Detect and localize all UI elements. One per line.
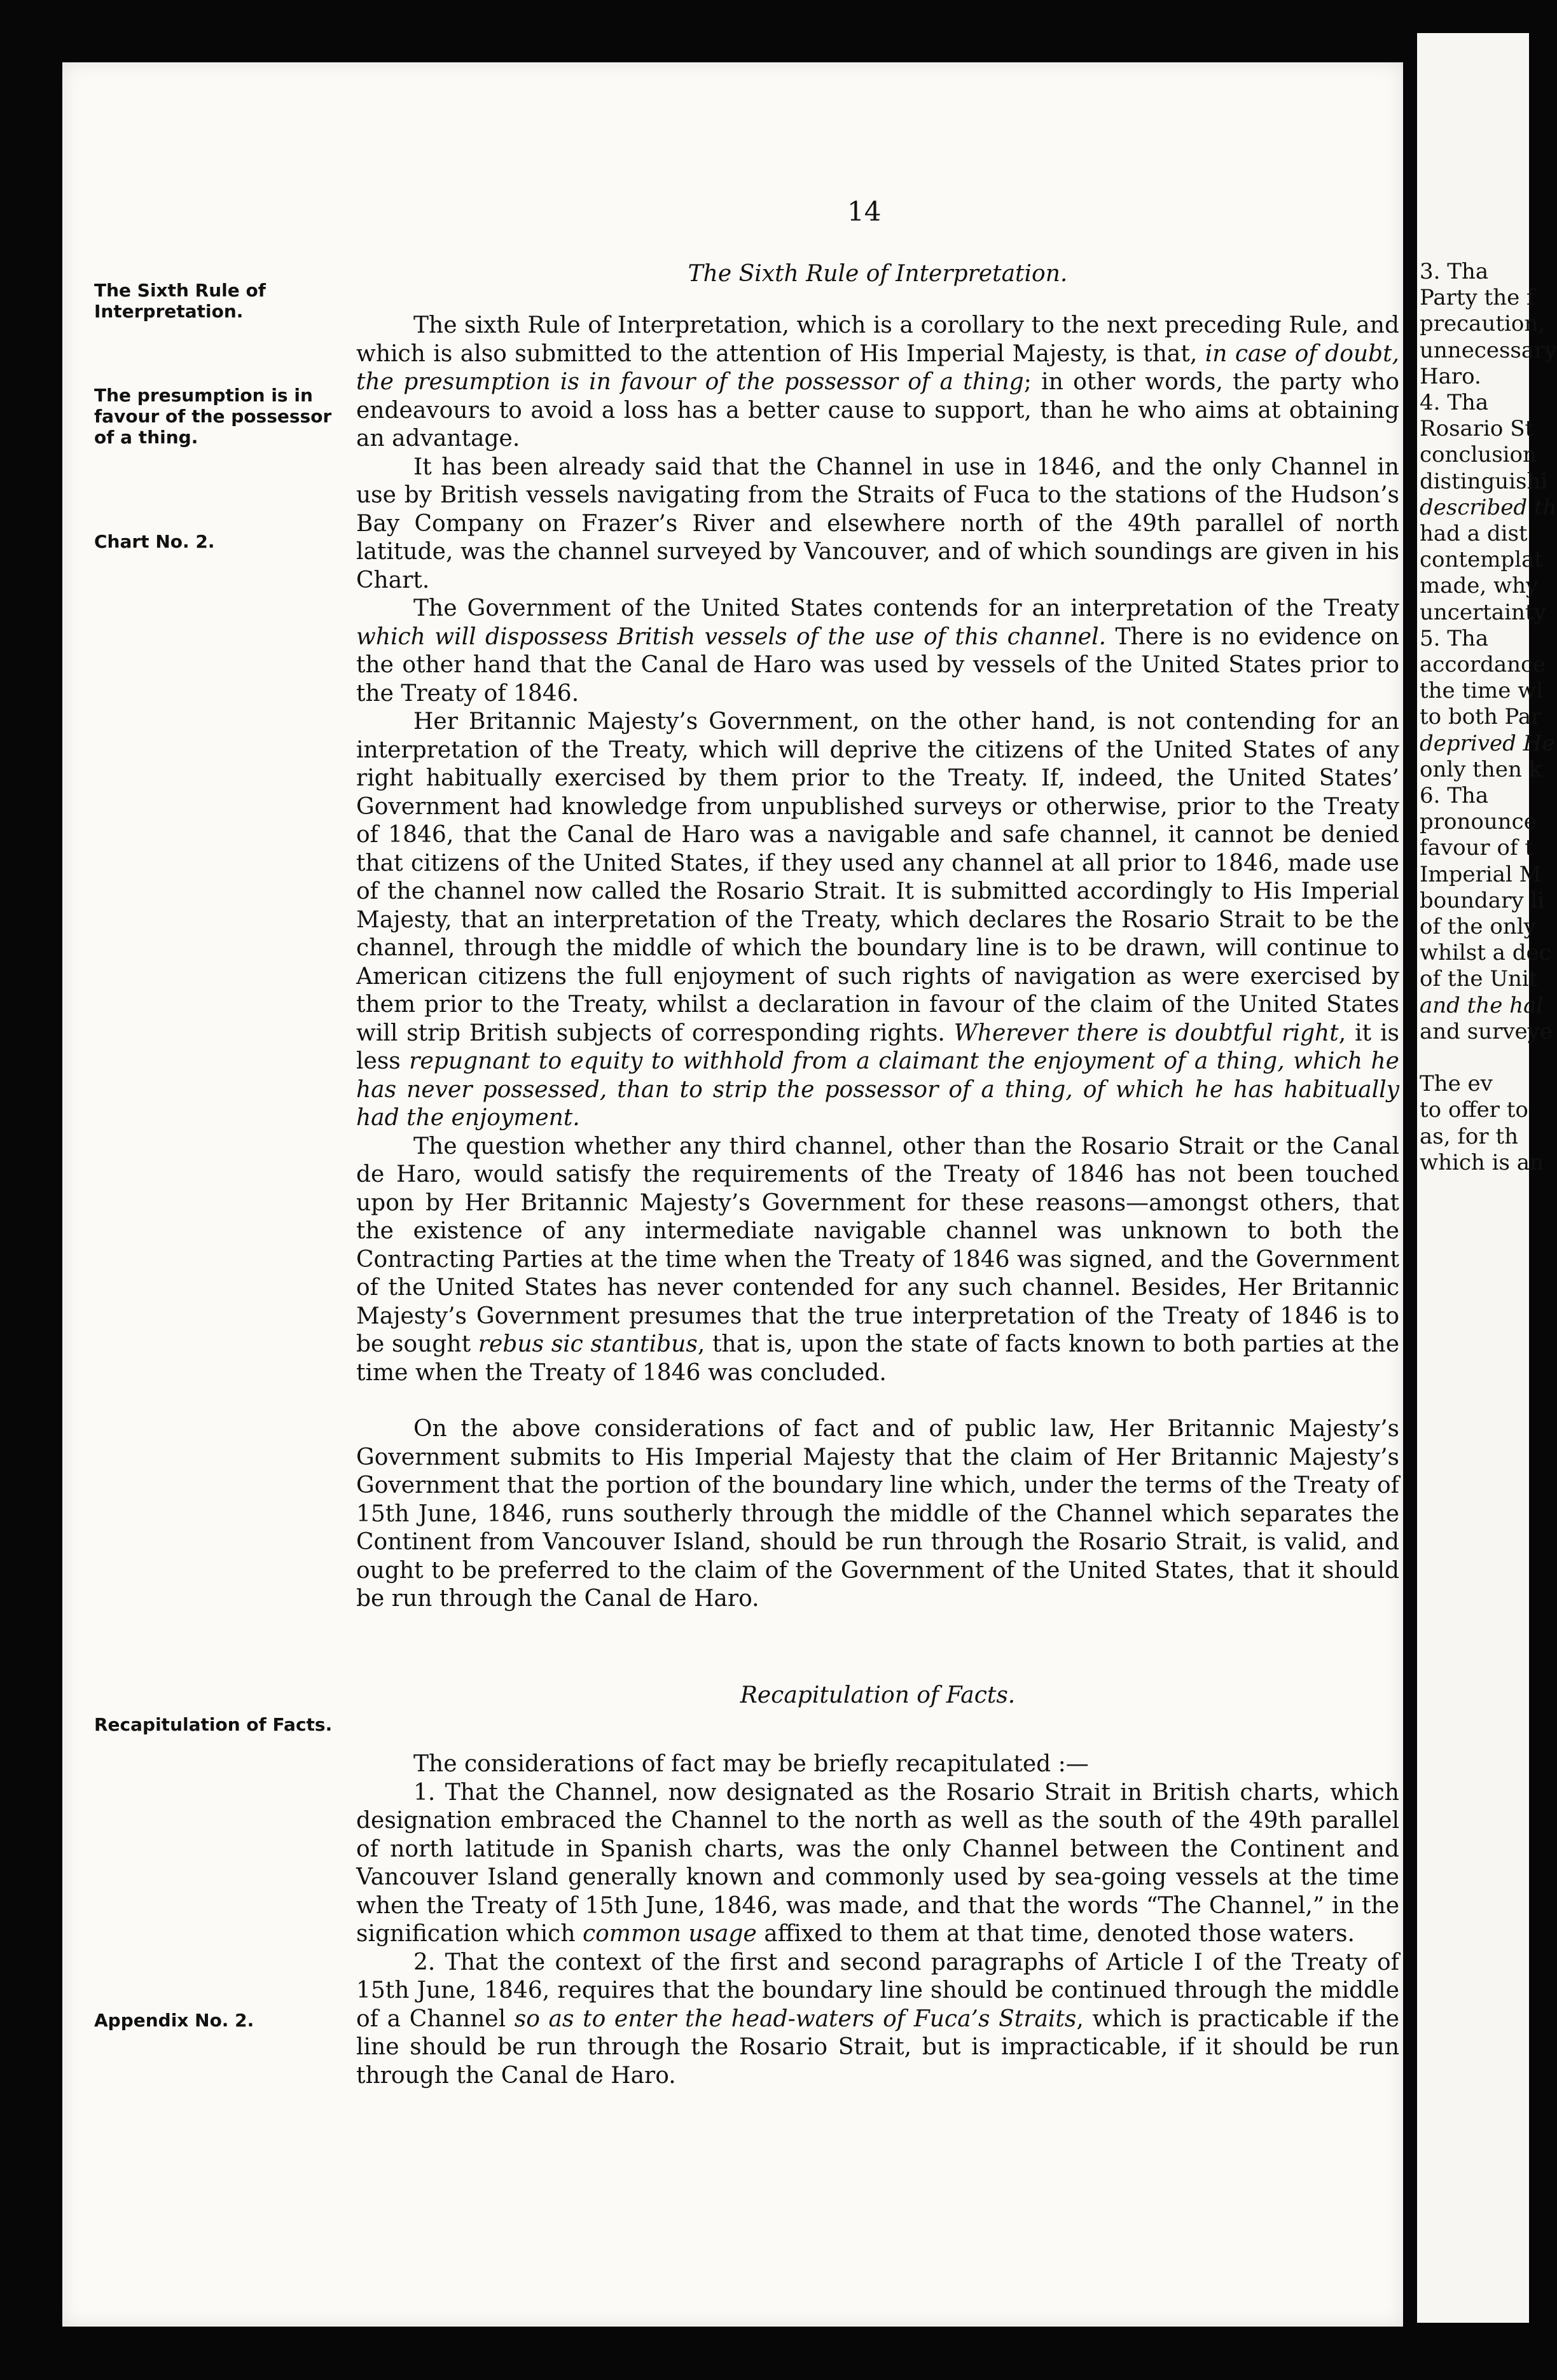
facing-line: had a dist	[1420, 521, 1528, 547]
facing-line: contemplat	[1420, 547, 1544, 573]
facing-line: of the Unit	[1420, 966, 1538, 992]
paragraph: The Government of the United States contends for an interpretation of the Treaty which will dispossess British vessels of the use of this channel. There is no evidence on the other hand that the Canal de Haro was used by vessels of the United States prior to the Treaty of 1846.	[356, 595, 1399, 707]
facing-line: Haro.	[1420, 363, 1481, 389]
facing-line: and the hal	[1420, 992, 1544, 1018]
facing-line: 5. Tha	[1420, 625, 1489, 651]
sidenote-appendix: Appendix No. 2.	[94, 2010, 254, 2031]
section-body-recapitulation	[356, 1750, 1399, 2090]
page-number: 14	[847, 196, 882, 227]
facing-line: of the only	[1420, 914, 1536, 940]
paragraph: On the above considerations of fact and of public law, Her Britannic Majesty’s Government submits to His Imperial Majesty that the claim of Her Britannic Majesty’s Government that the portion of the boundary line which, under the terms of the Treaty of 15th June, 1846, runs southerly through the middle of the Channel which separates the Continent from Vancouver Island, should be run through the Rosario Strait, is valid, and ought to be preferred to the claim of the Government of the United States, that it should be run through the Canal de Haro.	[356, 1416, 1399, 1612]
facing-line: pronounce	[1420, 809, 1537, 835]
paragraph: The question whether any third channel, other than the Rosario Strait or the Canal de Haro, would satisfy the requirements of the Treaty of 1846 has not been touched upon by Her Britannic Majesty’s Government for these reasons—amongst others, that the existence of any intermediate navigable channel was unknown to both the Contracting Parties at the time when the Treaty of 1846 was signed, and the Government of the United States has never contended for any such channel. Besides, Her Britannic Majesty’s Government presumes that the true interpretation of the Treaty of 1846 is to be sought rebus sic stantibus, that is, upon the state of facts known to both parties at the time when the Treaty of 1846 was concluded.	[356, 1133, 1399, 1386]
facing-line: Party the f	[1420, 285, 1535, 311]
paragraph: It has been already said that the Channel in use in 1846, and the only Channel in use by British vessels navigating from the Straits of Fuca to the stations of the Hudson’s Bay Company on Frazer’s River and elsewhere north of the 49th parallel of north latitude, was the channel surveyed by Vancouver, and of which soundings are given in his Chart.	[356, 453, 1399, 593]
facing-line: made, why	[1420, 573, 1539, 599]
facing-line: whilst a dec	[1420, 940, 1551, 966]
facing-line: boundary li	[1420, 887, 1545, 913]
facing-line: conclusion	[1420, 442, 1537, 468]
section-heading-recapitulation: Recapitulation of Facts.	[740, 1682, 1016, 1708]
facing-line: The ev	[1420, 1071, 1493, 1097]
section-heading-sixth-rule: The Sixth Rule of Interpretation.	[688, 261, 1068, 287]
sidenote-presumption: The presumption is in favour of the possessor of a thing.	[94, 385, 332, 448]
facing-line: unnecessary	[1420, 337, 1557, 363]
facing-line: which is an	[1420, 1149, 1544, 1175]
list-item: 2. That the context of the first and second paragraphs of Article I of the Treaty of 15th June, 1846, requires that the boundary line should be continued through the middle of a Channel so as to enter the head-waters of Fuca’s Straits, which is practicable if the line should be run through the Rosario Strait, but is impracticable, if it should be run through the Canal de Haro.	[356, 1949, 1399, 2089]
facing-line: 3. Tha	[1420, 259, 1489, 284]
section-body-sixth-rule	[356, 312, 1399, 1614]
facing-line: Imperial M	[1420, 861, 1542, 887]
facing-line: distinguishi	[1420, 468, 1548, 494]
facing-line: Rosario St	[1420, 416, 1534, 442]
sidenote-recapitulation: Recapitulation of Facts.	[94, 1714, 333, 1735]
sidenote-chart: Chart No. 2.	[94, 531, 215, 552]
sidenote-sixth-rule: The Sixth Rule of Interpretation.	[94, 280, 266, 322]
facing-line: favour of t	[1420, 835, 1534, 861]
paragraph: The considerations of fact may be briefly recapitulated :—	[413, 1751, 1089, 1777]
list-item: 1. That the Channel, now designated as the Rosario Strait in British charts, which designation embraced the Channel to the north as well as the south of the 49th parallel of north latitude in Spanish charts, was the only Channel between the Continent and Vancouver Island generally known and commonly used by sea-going vessels at the time when the Treaty of 15th June, 1846, was made, and that the words “The Channel,” in the signification which common usage affixed to them at that time, denoted those waters.	[356, 1779, 1399, 1947]
facing-line: and surveye	[1420, 1018, 1553, 1044]
facing-line: deprived He	[1420, 730, 1555, 756]
facing-line: uncertainty	[1420, 599, 1546, 625]
paragraph: Her Britannic Majesty’s Government, on the other hand, is not contending for an interpretation of the Treaty, which will deprive the citizens of the United States of any right habitually exercised by them prior to the Treaty. If, indeed, the United States’ Government had knowledge from unpublished surveys or otherwise, prior to the Treaty of 1846, that the Canal de Haro was a navigable and safe channel, it cannot be denied that citizens of the United States, if they used any channel at all prior to 1846, made use of the channel now called the Rosario Strait. It is submitted accordingly to His Imperial Majesty, that an interpretation of the Treaty, which declares the Rosario Strait to be the channel, through the middle of which the boundary line is to be drawn, will continue to American citizens the full enjoyment of such rights of navigation as were exercised by them prior to the Treaty, whilst a declaration in favour of the claim of the United States will strip British subjects of corresponding rights. Wherever there is doubtful right, it is less repugnant to equity to withhold from a claimant the enjoyment of a thing, which he has never possessed, than to strip the possessor of a thing, of which he has habitually had the enjoyment.	[356, 709, 1399, 1131]
facing-page-fragment	[1417, 33, 1557, 2323]
facing-line: 4. Tha	[1420, 390, 1489, 416]
facing-line: only then k	[1420, 756, 1542, 782]
facing-line: as, for th	[1420, 1123, 1519, 1149]
facing-line: 6. Tha	[1420, 783, 1489, 809]
paragraph: The sixth Rule of Interpretation, which is a corollary to the next preceding Rule, and which is also submitted to the attention of His Imperial Majesty, is that, in case of doubt, the presumption is in favour of the possessor of a thing; in other words, the party who endeavours to avoid a loss has a better cause to support, than he who aims at obtaining an advantage.	[356, 312, 1400, 452]
facing-line: precaution,	[1420, 311, 1546, 337]
facing-line: to both Par	[1420, 704, 1542, 730]
facing-line: accordance	[1420, 652, 1546, 678]
facing-line: the time wl	[1420, 678, 1544, 704]
facing-line: to offer to	[1420, 1097, 1528, 1123]
facing-line: described th	[1420, 494, 1557, 520]
